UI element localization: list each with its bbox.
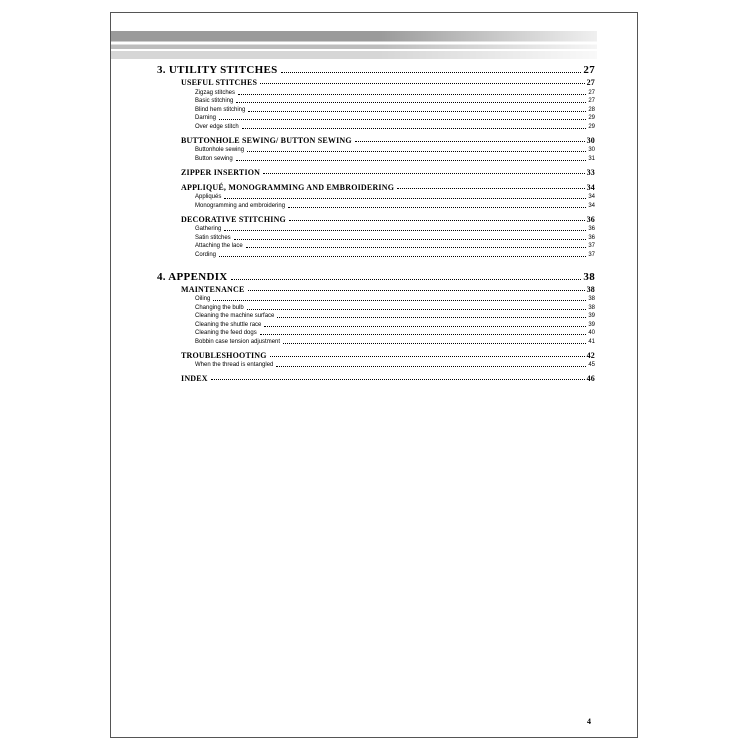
item-page: 29 bbox=[588, 123, 595, 130]
dot-leader bbox=[211, 379, 585, 380]
section-title: MAINTENANCE bbox=[181, 284, 245, 294]
dot-leader bbox=[281, 72, 582, 73]
item-page: 31 bbox=[588, 155, 595, 162]
section-title: USEFUL STITCHES bbox=[181, 78, 258, 87]
dot-leader bbox=[236, 102, 586, 103]
dot-leader bbox=[264, 326, 586, 327]
toc-item[interactable] bbox=[157, 232, 595, 241]
dot-leader bbox=[277, 317, 586, 318]
section-page: 34 bbox=[586, 182, 595, 192]
section-title: DECORATIVE STITCHING bbox=[181, 214, 286, 224]
section-title: APPLIQUÉ, MONOGRAMMING AND EMBROIDERING bbox=[181, 182, 395, 192]
item-page: 37 bbox=[588, 243, 595, 249]
item-title: Basic stitching bbox=[195, 98, 234, 104]
dot-leader bbox=[219, 119, 586, 120]
section-page: 33 bbox=[586, 167, 595, 177]
item-page: 36 bbox=[588, 226, 595, 232]
item-title: Attaching the lace bbox=[195, 243, 243, 249]
section-title: ZIPPER INSERTION bbox=[181, 167, 261, 177]
dot-leader bbox=[288, 207, 586, 208]
toc-item[interactable] bbox=[157, 302, 595, 311]
toc-section[interactable] bbox=[157, 134, 595, 145]
item-page: 39 bbox=[588, 313, 595, 319]
header-decoration-fade bbox=[111, 31, 597, 59]
item-title: Button sewing bbox=[195, 155, 233, 162]
item-title: Buttonhole sewing bbox=[195, 147, 245, 153]
toc-section[interactable] bbox=[157, 166, 595, 177]
dot-leader bbox=[355, 141, 585, 142]
item-page: 28 bbox=[588, 106, 595, 113]
page-number: 4 bbox=[587, 717, 591, 726]
toc-item[interactable] bbox=[157, 336, 595, 345]
item-page: 39 bbox=[588, 321, 595, 328]
item-page: 36 bbox=[588, 234, 595, 241]
item-title: Over edge stitch bbox=[195, 123, 239, 130]
toc-item[interactable] bbox=[157, 145, 595, 154]
section-title: BUTTONHOLE SEWING/ BUTTON SEWING bbox=[181, 135, 352, 145]
toc-item[interactable] bbox=[157, 96, 595, 105]
dot-leader bbox=[260, 83, 584, 84]
item-title: Cleaning the feed dogs bbox=[195, 330, 257, 336]
section-page: 42 bbox=[586, 350, 595, 360]
toc-item[interactable] bbox=[157, 319, 595, 328]
section-title: TROUBLESHOOTING bbox=[181, 350, 267, 360]
item-title: Oiling bbox=[195, 296, 211, 302]
item-title: Darning bbox=[195, 115, 217, 121]
item-page: 38 bbox=[588, 296, 595, 302]
toc-section[interactable] bbox=[157, 181, 595, 192]
toc-section[interactable] bbox=[157, 76, 595, 87]
toc-item[interactable] bbox=[157, 121, 595, 130]
toc-item[interactable] bbox=[157, 311, 595, 320]
dot-leader bbox=[231, 279, 582, 280]
dot-leader bbox=[283, 343, 586, 344]
section-page: 27 bbox=[586, 78, 595, 87]
section-page: 38 bbox=[586, 284, 595, 294]
toc-chapter[interactable] bbox=[157, 268, 595, 283]
dot-leader bbox=[263, 173, 584, 174]
item-page: 40 bbox=[588, 330, 595, 336]
toc-section[interactable] bbox=[157, 213, 595, 224]
dot-leader bbox=[246, 247, 587, 248]
chapter-page: 27 bbox=[583, 64, 595, 76]
dot-leader bbox=[260, 334, 587, 335]
item-page: 45 bbox=[588, 362, 595, 368]
item-title: Monogramming and embroidering bbox=[195, 202, 286, 209]
dot-leader bbox=[219, 256, 586, 257]
item-title: When the thread is entangled bbox=[195, 362, 274, 368]
dot-leader bbox=[242, 128, 587, 129]
item-title: Bobbin case tension adjustment bbox=[195, 338, 281, 345]
item-title: Changing the bulb bbox=[195, 304, 244, 311]
toc-section[interactable] bbox=[157, 372, 595, 383]
dot-leader bbox=[247, 151, 586, 152]
dot-leader bbox=[247, 309, 587, 310]
toc-item[interactable] bbox=[157, 113, 595, 122]
dot-leader bbox=[248, 111, 586, 112]
chapter-page: 38 bbox=[583, 270, 595, 283]
item-title: Blind hem stitching bbox=[195, 106, 246, 113]
item-title: Cleaning the shuttle race bbox=[195, 321, 262, 328]
toc-item[interactable] bbox=[157, 249, 595, 258]
item-title: Appliqués bbox=[195, 194, 222, 200]
toc-item[interactable] bbox=[157, 192, 595, 201]
item-page: 38 bbox=[588, 304, 595, 311]
section-page: 36 bbox=[586, 214, 595, 224]
item-title: Satin stitches bbox=[195, 234, 231, 241]
chapter-title: 3. UTILITY STITCHES bbox=[157, 64, 278, 76]
toc-section[interactable] bbox=[157, 349, 595, 360]
item-title: Cleaning the machine surface bbox=[195, 313, 275, 319]
item-title: Zigzag stitches bbox=[195, 89, 236, 96]
toc-section[interactable] bbox=[157, 283, 595, 294]
toc-chapter[interactable] bbox=[157, 61, 595, 76]
dot-leader bbox=[276, 366, 586, 367]
dot-leader bbox=[224, 198, 586, 199]
item-page: 37 bbox=[588, 251, 595, 258]
toc-item[interactable] bbox=[157, 200, 595, 209]
dot-leader bbox=[213, 300, 586, 301]
section-title: INDEX bbox=[181, 374, 208, 383]
item-page: 34 bbox=[588, 194, 595, 200]
chapter-title: 4. APPENDIX bbox=[157, 270, 228, 283]
section-page: 46 bbox=[586, 374, 595, 383]
item-page: 27 bbox=[588, 89, 595, 96]
dot-leader bbox=[238, 94, 586, 95]
item-page: 34 bbox=[588, 202, 595, 209]
item-title: Cording bbox=[195, 251, 217, 258]
toc-item[interactable] bbox=[157, 294, 595, 303]
dot-leader bbox=[397, 188, 584, 189]
toc-item[interactable] bbox=[157, 328, 595, 337]
toc-item[interactable] bbox=[157, 224, 595, 233]
item-page: 27 bbox=[588, 98, 595, 104]
toc-item[interactable] bbox=[157, 153, 595, 162]
dot-leader bbox=[270, 356, 585, 357]
dot-leader bbox=[234, 239, 587, 240]
section-page: 30 bbox=[586, 135, 595, 145]
item-page: 30 bbox=[588, 147, 595, 153]
item-page: 29 bbox=[588, 115, 595, 121]
toc-item[interactable] bbox=[157, 241, 595, 250]
toc-item[interactable] bbox=[157, 87, 595, 96]
table-of-contents bbox=[157, 61, 595, 383]
document-page bbox=[110, 12, 638, 738]
item-page: 41 bbox=[588, 338, 595, 345]
toc-item[interactable] bbox=[157, 360, 595, 369]
item-title: Gathering bbox=[195, 226, 222, 232]
dot-leader bbox=[248, 290, 585, 291]
dot-leader bbox=[236, 160, 587, 161]
dot-leader bbox=[289, 220, 585, 221]
dot-leader bbox=[224, 230, 586, 231]
toc-item[interactable] bbox=[157, 104, 595, 113]
